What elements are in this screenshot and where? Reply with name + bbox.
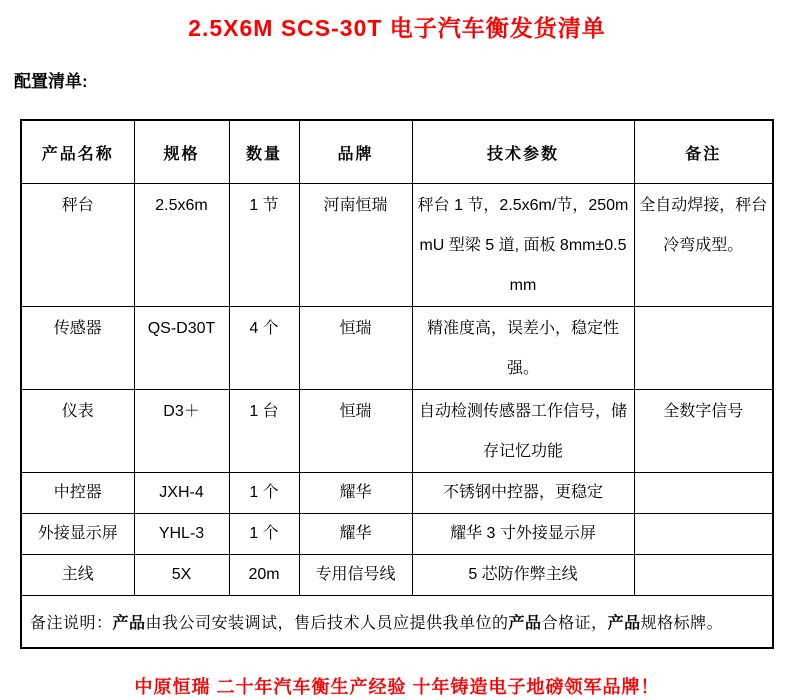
cell-params: 秤台 1 节，2.5x6m/节，250mmU 型梁 5 道, 面板 8mm±0.5mm — [412, 184, 634, 307]
cell-product-name: 外接显示屏 — [21, 514, 134, 555]
cell-params: 自动检测传感器工作信号，储存记忆功能 — [412, 390, 634, 473]
cell-remark — [634, 473, 773, 514]
cell-brand: 专用信号线 — [299, 555, 412, 596]
cell-qty: 20m — [229, 555, 299, 596]
brand-slogan: 中原恒瑞 二十年汽车衡生产经验 十年铸造电子地磅领军品牌！ — [134, 677, 660, 697]
table-row — [21, 473, 773, 514]
footer-note-segment: 产品 — [607, 615, 641, 632]
cell-params: 不锈钢中控器，更稳定 — [412, 473, 634, 514]
cell-params: 精准度高，误差小，稳定性强。 — [412, 307, 634, 390]
header-qty: 数量 — [229, 120, 299, 184]
cell-brand: 恒瑞 — [299, 307, 412, 390]
footer-note-label: 备注说明： — [30, 615, 113, 632]
cell-spec: D3＋ — [134, 390, 229, 473]
header-spec: 规格 — [134, 120, 229, 184]
cell-product-name: 主线 — [21, 555, 134, 596]
header-product-name: 产品名称 — [21, 120, 134, 184]
table-row — [21, 390, 773, 473]
cell-remark — [634, 555, 773, 596]
header-brand: 品牌 — [299, 120, 412, 184]
page-title: 2.5X6M SCS-30T 电子汽车衡发货清单 — [188, 15, 606, 41]
cell-product-name: 秤台 — [21, 184, 134, 307]
table-header-row — [21, 120, 773, 184]
cell-brand: 河南恒瑞 — [299, 184, 412, 307]
table-row — [21, 184, 773, 307]
cell-remark: 全自动焊接，秤台冷弯成型。 — [634, 184, 773, 307]
cell-remark: 全数字信号 — [634, 390, 773, 473]
cell-params: 耀华 3 寸外接显示屏 — [412, 514, 634, 555]
config-table — [20, 119, 774, 649]
footer-note-segment: 产品 — [508, 615, 542, 632]
cell-spec: JXH-4 — [134, 473, 229, 514]
cell-params: 5 芯防作弊主线 — [412, 555, 634, 596]
footer-note-segment: 产品 — [112, 615, 146, 632]
cell-spec: 2.5x6m — [134, 184, 229, 307]
table-footer-row — [21, 596, 773, 649]
config-list-label: 配置清单: — [14, 72, 88, 91]
cell-qty: 4 个 — [229, 307, 299, 390]
cell-remark — [634, 307, 773, 390]
footer-note-cell — [21, 596, 773, 649]
cell-qty: 1 节 — [229, 184, 299, 307]
cell-spec: QS-D30T — [134, 307, 229, 390]
cell-qty: 1 台 — [229, 390, 299, 473]
cell-product-name: 中控器 — [21, 473, 134, 514]
table-row — [21, 555, 773, 596]
cell-product-name: 仪表 — [21, 390, 134, 473]
cell-spec: YHL-3 — [134, 514, 229, 555]
cell-brand: 恒瑞 — [299, 390, 412, 473]
cell-brand: 耀华 — [299, 473, 412, 514]
cell-qty: 1 个 — [229, 514, 299, 555]
table-row — [21, 307, 773, 390]
header-remark: 备注 — [634, 120, 773, 184]
footer-note-segment: 合格证， — [541, 615, 608, 632]
cell-remark — [634, 514, 773, 555]
header-params: 技术参数 — [412, 120, 634, 184]
cell-brand: 耀华 — [299, 514, 412, 555]
footer-note-segment: 由我公司安装调试，售后技术人员应提供我单位的 — [145, 615, 509, 632]
table-row — [21, 514, 773, 555]
footer-note-segment: 规格标牌。 — [640, 615, 724, 632]
cell-spec: 5X — [134, 555, 229, 596]
cell-qty: 1 个 — [229, 473, 299, 514]
cell-product-name: 传感器 — [21, 307, 134, 390]
